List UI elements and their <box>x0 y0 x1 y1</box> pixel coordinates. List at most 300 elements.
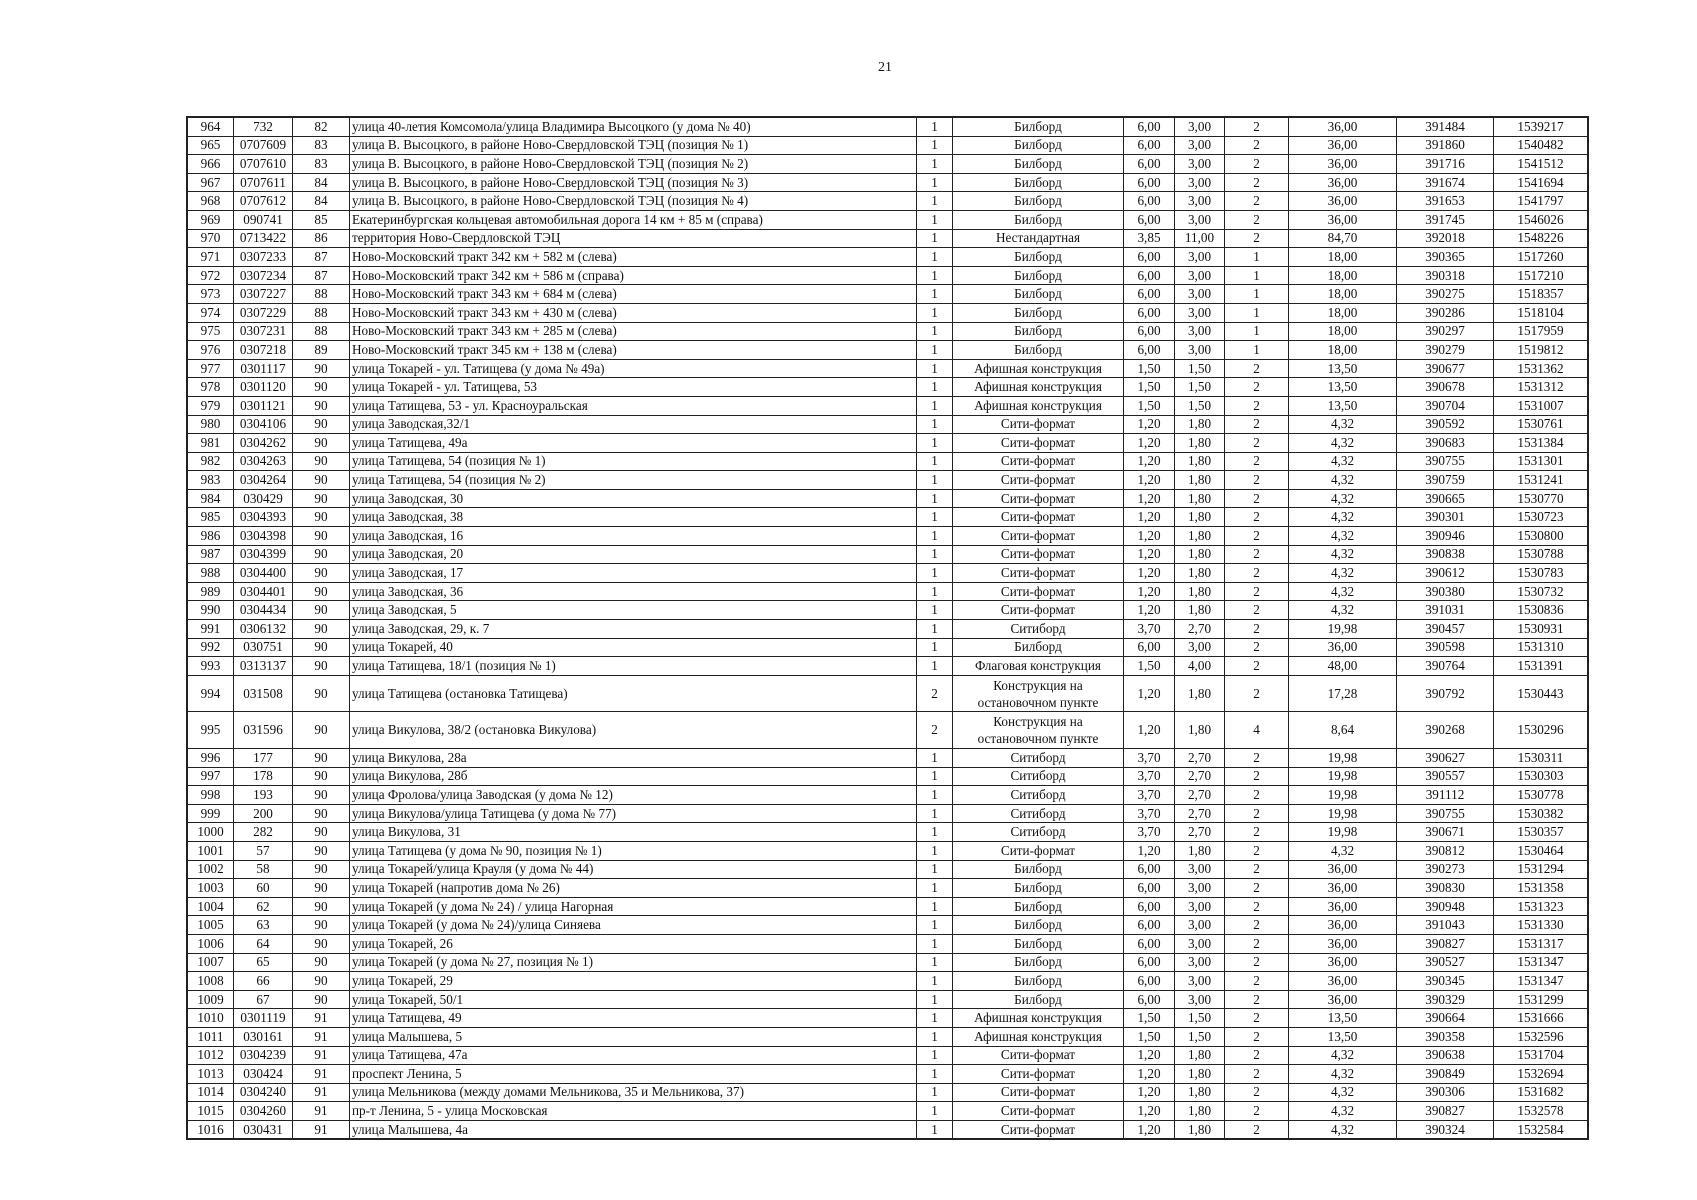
cell-area: 36,00 <box>1289 990 1397 1009</box>
cell-width: 1,20 <box>1124 1065 1175 1084</box>
cell-construction-type: Билборд <box>953 155 1124 174</box>
cell-sides-count: 1 <box>917 303 953 322</box>
cell-coord-y: 1531294 <box>1494 860 1588 879</box>
cell-faces: 2 <box>1225 545 1289 564</box>
cell-object-code: 0301119 <box>234 1009 293 1028</box>
cell-coord-x: 390557 <box>1397 767 1494 786</box>
cell-object-code: 178 <box>234 767 293 786</box>
cell-height: 1,80 <box>1175 601 1225 620</box>
cell-sides-count: 1 <box>917 786 953 805</box>
cell-map-sheet: 90 <box>293 396 350 415</box>
table-row <box>188 620 1588 639</box>
cell-map-sheet: 90 <box>293 916 350 935</box>
cell-object-code: 58 <box>234 860 293 879</box>
cell-construction-type: Билборд <box>953 118 1124 137</box>
cell-sides-count: 1 <box>917 341 953 360</box>
cell-faces: 2 <box>1225 953 1289 972</box>
table-row <box>188 1102 1588 1121</box>
cell-faces: 2 <box>1225 434 1289 453</box>
cell-coord-x: 390827 <box>1397 1102 1494 1121</box>
cell-row-number: 1008 <box>188 972 234 991</box>
cell-object-code: 0301121 <box>234 396 293 415</box>
cell-width: 6,00 <box>1124 638 1175 657</box>
cell-object-code: 0304393 <box>234 508 293 527</box>
cell-height: 2,70 <box>1175 786 1225 805</box>
cell-area: 4,32 <box>1289 564 1397 583</box>
cell-map-sheet: 91 <box>293 1120 350 1139</box>
cell-address: Екатеринбургская кольцевая автомобильная дорога 14 км + 85 м (справа) <box>350 210 917 229</box>
cell-coord-y: 1530382 <box>1494 804 1588 823</box>
table-row <box>188 136 1588 155</box>
cell-row-number: 970 <box>188 229 234 248</box>
cell-coord-y: 1541797 <box>1494 192 1588 211</box>
cell-width: 6,00 <box>1124 136 1175 155</box>
cell-address: Ново-Московский тракт 343 км + 430 м (слева) <box>350 303 917 322</box>
cell-address: улица Заводская, 38 <box>350 508 917 527</box>
cell-map-sheet: 90 <box>293 804 350 823</box>
cell-area: 19,98 <box>1289 786 1397 805</box>
cell-sides-count: 1 <box>917 248 953 267</box>
cell-row-number: 974 <box>188 303 234 322</box>
cell-object-code: 177 <box>234 749 293 768</box>
cell-faces: 2 <box>1225 527 1289 546</box>
cell-faces: 2 <box>1225 897 1289 916</box>
table-row <box>188 173 1588 192</box>
cell-sides-count: 1 <box>917 452 953 471</box>
cell-coord-y: 1531317 <box>1494 934 1588 953</box>
cell-map-sheet: 87 <box>293 266 350 285</box>
cell-map-sheet: 91 <box>293 1083 350 1102</box>
cell-area: 4,32 <box>1289 508 1397 527</box>
table-row <box>188 990 1588 1009</box>
cell-address: улица Токарей, 50/1 <box>350 990 917 1009</box>
cell-coord-y: 1532578 <box>1494 1102 1588 1121</box>
table-row <box>188 749 1588 768</box>
cell-area: 13,50 <box>1289 378 1397 397</box>
cell-width: 1,20 <box>1124 564 1175 583</box>
cell-coord-y: 1531310 <box>1494 638 1588 657</box>
cell-width: 1,20 <box>1124 712 1175 749</box>
cell-row-number: 967 <box>188 173 234 192</box>
cell-area: 36,00 <box>1289 136 1397 155</box>
cell-construction-type: Нестандартная <box>953 229 1124 248</box>
cell-height: 2,70 <box>1175 823 1225 842</box>
cell-sides-count: 1 <box>917 155 953 174</box>
cell-object-code: 0304262 <box>234 434 293 453</box>
cell-map-sheet: 90 <box>293 471 350 490</box>
table-row <box>188 285 1588 304</box>
cell-map-sheet: 90 <box>293 953 350 972</box>
cell-height: 3,00 <box>1175 118 1225 137</box>
cell-map-sheet: 84 <box>293 192 350 211</box>
cell-faces: 2 <box>1225 749 1289 768</box>
cell-faces: 2 <box>1225 916 1289 935</box>
cell-coord-x: 390671 <box>1397 823 1494 842</box>
cell-coord-x: 390380 <box>1397 582 1494 601</box>
cell-coord-y: 1531358 <box>1494 879 1588 898</box>
cell-faces: 2 <box>1225 675 1289 712</box>
cell-height: 1,80 <box>1175 1046 1225 1065</box>
cell-faces: 2 <box>1225 229 1289 248</box>
cell-coord-y: 1517260 <box>1494 248 1588 267</box>
cell-map-sheet: 91 <box>293 1102 350 1121</box>
cell-object-code: 030431 <box>234 1120 293 1139</box>
cell-height: 3,00 <box>1175 248 1225 267</box>
cell-coord-x: 391745 <box>1397 210 1494 229</box>
cell-object-code: 030424 <box>234 1065 293 1084</box>
cell-coord-y: 1517210 <box>1494 266 1588 285</box>
cell-height: 11,00 <box>1175 229 1225 248</box>
cell-object-code: 0304260 <box>234 1102 293 1121</box>
cell-coord-x: 390527 <box>1397 953 1494 972</box>
cell-address: улица Татищева, 18/1 (позиция № 1) <box>350 657 917 676</box>
cell-row-number: 996 <box>188 749 234 768</box>
cell-area: 36,00 <box>1289 192 1397 211</box>
cell-address: улица Викулова, 31 <box>350 823 917 842</box>
cell-address: Ново-Московский тракт 343 км + 684 м (слева) <box>350 285 917 304</box>
cell-row-number: 986 <box>188 527 234 546</box>
table-row <box>188 545 1588 564</box>
cell-sides-count: 1 <box>917 118 953 137</box>
cell-row-number: 971 <box>188 248 234 267</box>
cell-height: 1,50 <box>1175 378 1225 397</box>
cell-row-number: 983 <box>188 471 234 490</box>
cell-construction-type: Билборд <box>953 192 1124 211</box>
cell-faces: 2 <box>1225 1065 1289 1084</box>
cell-address: улица Мельникова (между домами Мельникова, 35 и Мельникова, 37) <box>350 1083 917 1102</box>
cell-map-sheet: 90 <box>293 786 350 805</box>
cell-coord-y: 1517959 <box>1494 322 1588 341</box>
cell-width: 1,20 <box>1124 527 1175 546</box>
cell-height: 3,00 <box>1175 341 1225 360</box>
cell-faces: 2 <box>1225 786 1289 805</box>
cell-area: 4,32 <box>1289 545 1397 564</box>
table-row <box>188 972 1588 991</box>
cell-construction-type: Билборд <box>953 916 1124 935</box>
cell-area: 4,32 <box>1289 471 1397 490</box>
cell-coord-y: 1530783 <box>1494 564 1588 583</box>
cell-object-code: 64 <box>234 934 293 953</box>
cell-construction-type: Ситиборд <box>953 767 1124 786</box>
cell-height: 1,50 <box>1175 359 1225 378</box>
cell-object-code: 60 <box>234 879 293 898</box>
cell-coord-y: 1531299 <box>1494 990 1588 1009</box>
cell-row-number: 1005 <box>188 916 234 935</box>
cell-faces: 2 <box>1225 823 1289 842</box>
cell-construction-type: Сити-формат <box>953 1120 1124 1139</box>
table-row <box>188 415 1588 434</box>
cell-row-number: 1004 <box>188 897 234 916</box>
cell-coord-y: 1530311 <box>1494 749 1588 768</box>
cell-height: 2,70 <box>1175 620 1225 639</box>
cell-height: 1,80 <box>1175 1065 1225 1084</box>
cell-map-sheet: 88 <box>293 322 350 341</box>
cell-width: 6,00 <box>1124 303 1175 322</box>
cell-width: 6,00 <box>1124 322 1175 341</box>
cell-map-sheet: 90 <box>293 434 350 453</box>
cell-coord-x: 390677 <box>1397 359 1494 378</box>
cell-construction-type: Билборд <box>953 341 1124 360</box>
cell-object-code: 57 <box>234 841 293 860</box>
cell-height: 3,00 <box>1175 953 1225 972</box>
cell-height: 3,00 <box>1175 136 1225 155</box>
cell-address: улица Татищева, 54 (позиция № 1) <box>350 452 917 471</box>
cell-faces: 2 <box>1225 657 1289 676</box>
table-row <box>188 712 1588 749</box>
cell-height: 3,00 <box>1175 934 1225 953</box>
cell-coord-y: 1531347 <box>1494 972 1588 991</box>
cell-faces: 2 <box>1225 934 1289 953</box>
cell-construction-type: Ситиборд <box>953 786 1124 805</box>
cell-construction-type: Билборд <box>953 897 1124 916</box>
cell-coord-x: 390365 <box>1397 248 1494 267</box>
cell-construction-type: Ситиборд <box>953 804 1124 823</box>
cell-object-code: 62 <box>234 897 293 916</box>
cell-coord-x: 390324 <box>1397 1120 1494 1139</box>
cell-construction-type: Афишная конструкция <box>953 359 1124 378</box>
cell-height: 2,70 <box>1175 804 1225 823</box>
table-row <box>188 823 1588 842</box>
cell-coord-y: 1531330 <box>1494 916 1588 935</box>
cell-address: улица Татищева (остановка Татищева) <box>350 675 917 712</box>
cell-construction-type: Билборд <box>953 934 1124 953</box>
cell-object-code: 090741 <box>234 210 293 229</box>
cell-height: 1,80 <box>1175 1102 1225 1121</box>
cell-map-sheet: 90 <box>293 527 350 546</box>
cell-coord-x: 390638 <box>1397 1046 1494 1065</box>
cell-width: 6,00 <box>1124 860 1175 879</box>
cell-map-sheet: 90 <box>293 990 350 1009</box>
cell-object-code: 0307234 <box>234 266 293 285</box>
cell-height: 1,80 <box>1175 508 1225 527</box>
cell-height: 3,00 <box>1175 972 1225 991</box>
cell-object-code: 0707612 <box>234 192 293 211</box>
table-row <box>188 767 1588 786</box>
cell-width: 1,20 <box>1124 1120 1175 1139</box>
cell-sides-count: 1 <box>917 564 953 583</box>
cell-width: 1,20 <box>1124 582 1175 601</box>
cell-map-sheet: 90 <box>293 638 350 657</box>
cell-area: 36,00 <box>1289 934 1397 953</box>
cell-row-number: 980 <box>188 415 234 434</box>
cell-area: 4,32 <box>1289 489 1397 508</box>
cell-width: 3,85 <box>1124 229 1175 248</box>
cell-construction-type: Афишная конструкция <box>953 378 1124 397</box>
cell-height: 3,00 <box>1175 638 1225 657</box>
cell-sides-count: 1 <box>917 266 953 285</box>
cell-sides-count: 1 <box>917 916 953 935</box>
cell-height: 1,50 <box>1175 1009 1225 1028</box>
cell-coord-y: 1530800 <box>1494 527 1588 546</box>
cell-object-code: 030161 <box>234 1027 293 1046</box>
cell-map-sheet: 90 <box>293 564 350 583</box>
cell-object-code: 0313137 <box>234 657 293 676</box>
cell-faces: 2 <box>1225 972 1289 991</box>
cell-construction-type: Билборд <box>953 210 1124 229</box>
cell-address: улица Токарей (у дома № 24)/улица Синяева <box>350 916 917 935</box>
cell-sides-count: 1 <box>917 860 953 879</box>
cell-sides-count: 1 <box>917 396 953 415</box>
cell-construction-type: Афишная конструкция <box>953 1027 1124 1046</box>
cell-row-number: 990 <box>188 601 234 620</box>
cell-coord-x: 390592 <box>1397 415 1494 434</box>
cell-object-code: 0307218 <box>234 341 293 360</box>
cell-width: 6,00 <box>1124 173 1175 192</box>
cell-map-sheet: 85 <box>293 210 350 229</box>
cell-sides-count: 1 <box>917 136 953 155</box>
cell-coord-y: 1541694 <box>1494 173 1588 192</box>
cell-row-number: 998 <box>188 786 234 805</box>
table-row <box>188 341 1588 360</box>
cell-object-code: 0304239 <box>234 1046 293 1065</box>
cell-row-number: 966 <box>188 155 234 174</box>
cell-sides-count: 1 <box>917 1102 953 1121</box>
cell-object-code: 0304106 <box>234 415 293 434</box>
cell-faces: 2 <box>1225 860 1289 879</box>
cell-width: 1,20 <box>1124 452 1175 471</box>
cell-map-sheet: 90 <box>293 860 350 879</box>
cell-height: 1,80 <box>1175 712 1225 749</box>
cell-width: 3,70 <box>1124 823 1175 842</box>
cell-width: 1,20 <box>1124 675 1175 712</box>
cell-width: 6,00 <box>1124 879 1175 898</box>
cell-height: 1,80 <box>1175 1083 1225 1102</box>
cell-object-code: 200 <box>234 804 293 823</box>
cell-area: 36,00 <box>1289 953 1397 972</box>
cell-sides-count: 1 <box>917 434 953 453</box>
cell-address: улица Малышева, 4а <box>350 1120 917 1139</box>
cell-map-sheet: 90 <box>293 601 350 620</box>
cell-construction-type: Сити-формат <box>953 545 1124 564</box>
cell-width: 1,20 <box>1124 489 1175 508</box>
cell-height: 1,80 <box>1175 841 1225 860</box>
cell-construction-type: Билборд <box>953 322 1124 341</box>
cell-coord-y: 1531241 <box>1494 471 1588 490</box>
cell-sides-count: 1 <box>917 1083 953 1102</box>
cell-height: 3,00 <box>1175 916 1225 935</box>
cell-faces: 1 <box>1225 341 1289 360</box>
cell-address: улица Заводская, 17 <box>350 564 917 583</box>
cell-map-sheet: 83 <box>293 136 350 155</box>
cell-address: улица В. Высоцкого, в районе Ново-Свердловской ТЭЦ (позиция № 4) <box>350 192 917 211</box>
cell-coord-x: 390329 <box>1397 990 1494 1009</box>
cell-row-number: 1016 <box>188 1120 234 1139</box>
cell-area: 36,00 <box>1289 210 1397 229</box>
cell-sides-count: 1 <box>917 173 953 192</box>
table-row <box>188 582 1588 601</box>
table-row <box>188 953 1588 972</box>
cell-address: улица Татищева, 54 (позиция № 2) <box>350 471 917 490</box>
cell-object-code: 0304399 <box>234 545 293 564</box>
cell-row-number: 1012 <box>188 1046 234 1065</box>
cell-sides-count: 1 <box>917 767 953 786</box>
cell-map-sheet: 88 <box>293 285 350 304</box>
cell-sides-count: 2 <box>917 712 953 749</box>
cell-map-sheet: 91 <box>293 1009 350 1028</box>
cell-sides-count: 1 <box>917 471 953 490</box>
cell-coord-y: 1548226 <box>1494 229 1588 248</box>
table-row <box>188 229 1588 248</box>
table-row <box>188 804 1588 823</box>
cell-faces: 1 <box>1225 285 1289 304</box>
cell-coord-x: 392018 <box>1397 229 1494 248</box>
cell-sides-count: 1 <box>917 210 953 229</box>
cell-map-sheet: 90 <box>293 712 350 749</box>
cell-row-number: 1014 <box>188 1083 234 1102</box>
cell-coord-x: 390664 <box>1397 1009 1494 1028</box>
cell-object-code: 0304264 <box>234 471 293 490</box>
cell-address: улица Токарей - ул. Татищева (у дома № 49а) <box>350 359 917 378</box>
cell-area: 13,50 <box>1289 1027 1397 1046</box>
cell-sides-count: 1 <box>917 378 953 397</box>
cell-coord-x: 390273 <box>1397 860 1494 879</box>
cell-faces: 2 <box>1225 879 1289 898</box>
cell-object-code: 031508 <box>234 675 293 712</box>
cell-construction-type: Билборд <box>953 136 1124 155</box>
cell-height: 1,80 <box>1175 1120 1225 1139</box>
cell-coord-x: 391653 <box>1397 192 1494 211</box>
cell-height: 1,50 <box>1175 1027 1225 1046</box>
cell-area: 18,00 <box>1289 341 1397 360</box>
cell-coord-x: 390838 <box>1397 545 1494 564</box>
cell-map-sheet: 90 <box>293 767 350 786</box>
cell-area: 8,64 <box>1289 712 1397 749</box>
cell-faces: 2 <box>1225 378 1289 397</box>
cell-coord-y: 1532694 <box>1494 1065 1588 1084</box>
cell-map-sheet: 90 <box>293 415 350 434</box>
cell-coord-y: 1531323 <box>1494 897 1588 916</box>
cell-coord-x: 390279 <box>1397 341 1494 360</box>
cell-sides-count: 1 <box>917 879 953 898</box>
cell-area: 36,00 <box>1289 916 1397 935</box>
table-row <box>188 378 1588 397</box>
cell-construction-type: Сити-формат <box>953 527 1124 546</box>
cell-object-code: 030751 <box>234 638 293 657</box>
cell-sides-count: 1 <box>917 582 953 601</box>
cell-construction-type: Сити-формат <box>953 841 1124 860</box>
cell-object-code: 0307233 <box>234 248 293 267</box>
table-row <box>188 303 1588 322</box>
cell-coord-y: 1531301 <box>1494 452 1588 471</box>
cell-width: 6,00 <box>1124 990 1175 1009</box>
cell-row-number: 976 <box>188 341 234 360</box>
cell-map-sheet: 82 <box>293 118 350 137</box>
cell-construction-type: Сити-формат <box>953 1046 1124 1065</box>
cell-width: 1,50 <box>1124 1027 1175 1046</box>
cell-area: 13,50 <box>1289 359 1397 378</box>
cell-faces: 2 <box>1225 508 1289 527</box>
cell-sides-count: 1 <box>917 229 953 248</box>
cell-height: 1,50 <box>1175 396 1225 415</box>
table-row <box>188 452 1588 471</box>
cell-row-number: 995 <box>188 712 234 749</box>
cell-height: 3,00 <box>1175 990 1225 1009</box>
cell-address: улица Заводская, 30 <box>350 489 917 508</box>
cell-width: 6,00 <box>1124 934 1175 953</box>
cell-map-sheet: 91 <box>293 1046 350 1065</box>
cell-width: 1,50 <box>1124 378 1175 397</box>
cell-sides-count: 1 <box>917 897 953 916</box>
cell-row-number: 982 <box>188 452 234 471</box>
cell-coord-y: 1531704 <box>1494 1046 1588 1065</box>
cell-width: 3,70 <box>1124 786 1175 805</box>
cell-address: Ново-Московский тракт 345 км + 138 м (слева) <box>350 341 917 360</box>
cell-area: 4,32 <box>1289 582 1397 601</box>
cell-faces: 1 <box>1225 266 1289 285</box>
cell-address: улица Заводская, 20 <box>350 545 917 564</box>
cell-coord-y: 1530778 <box>1494 786 1588 805</box>
cell-coord-x: 390665 <box>1397 489 1494 508</box>
